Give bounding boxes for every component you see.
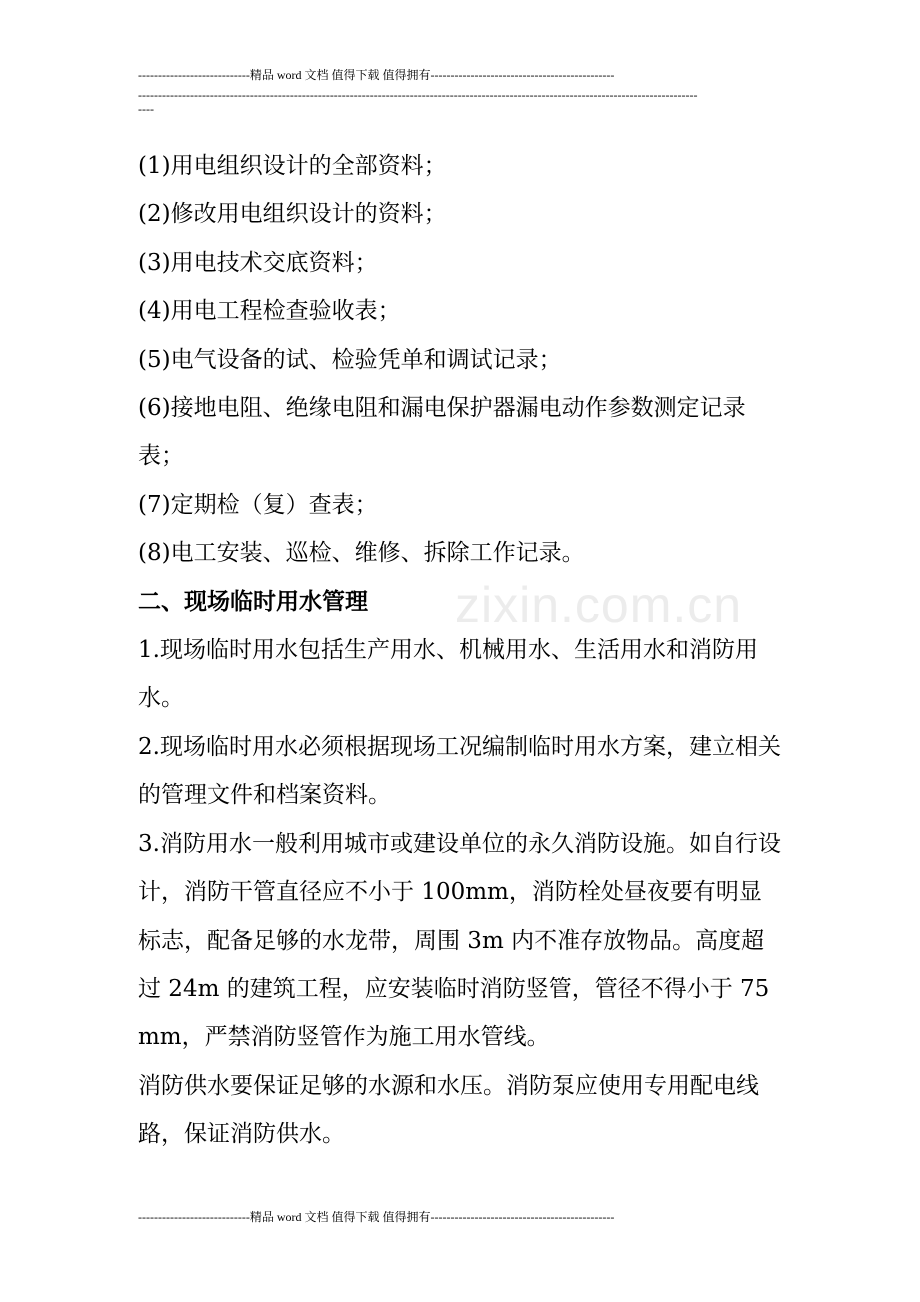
watermark: zixin.com.cn xyxy=(455,577,743,633)
list-item: (1)用电组织设计的全部资料； xyxy=(138,153,447,179)
list-item: (5)电气设备的试、检验凭单和调试记录； xyxy=(138,346,562,373)
list-item: (4)用电工程检查验收表； xyxy=(138,298,401,325)
document-body xyxy=(138,142,784,1159)
list-item: (2)修改用电组织设计的资料； xyxy=(138,201,447,228)
paragraph: 消防供水要保证足够的水源和水压。消防泵应使用专用配电线路，保证消防供水。 xyxy=(138,1072,759,1148)
paragraph: 1.现场临时用水包括生产用水、机械用水、生活用水和消防用水。 xyxy=(138,637,758,712)
header-divider-tail: ---- xyxy=(138,102,154,116)
list-item: (6)接地电阻、绝缘电阻和漏电保护器漏电动作参数测定记录表； xyxy=(138,395,746,470)
list-item: (3)用电技术交底资料； xyxy=(138,249,378,276)
header-divider: -------------------------------------------------------------------------------------------------------------------------------------------- xyxy=(138,88,698,102)
footer-banner: ----------------------------精品 word 文档 值得下载 值得拥有---------------------------------------------- xyxy=(138,1210,615,1224)
list-item: (7)定期检（复）查表； xyxy=(138,491,378,518)
list-item: (8)电工安装、巡检、维修、拆除工作记录。 xyxy=(138,540,585,567)
section-heading: 二、现场临时用水管理 xyxy=(138,588,368,615)
paragraph: 3.消防用水一般利用城市或建设单位的永久消防设施。如自行设计，消防干管直径应不小于 100mm，消防栓处昼夜要有明显标志，配备足够的水龙带，周围 3m 内不准存放物品。高度超过 24m 的建筑工程，应安装临时消防竖管，管径不得小于 75mm，严禁消防竖管作为施工用水管线。 xyxy=(138,830,781,1051)
header-banner: ----------------------------精品 word 文档 值得下载 值得拥有---------------------------------------------- xyxy=(138,68,615,82)
paragraph: 2.现场临时用水必须根据现场工况编制临时用水方案，建立相关的管理文件和档案资料。 xyxy=(138,733,781,809)
